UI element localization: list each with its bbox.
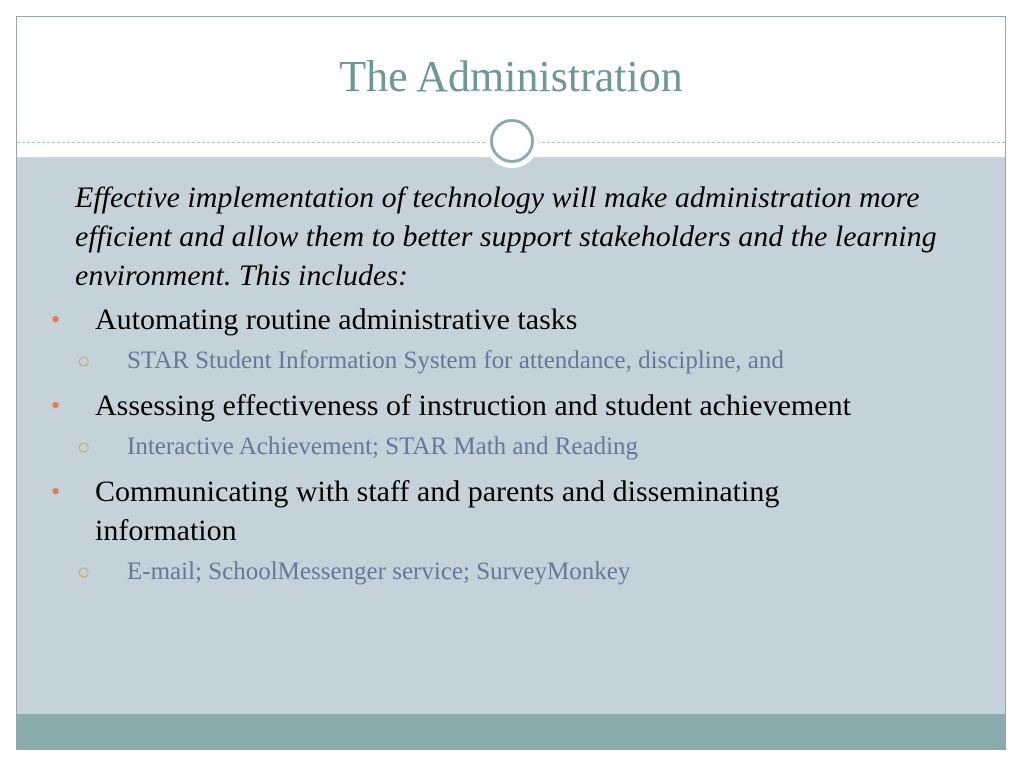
slide [16, 16, 1006, 750]
bullet-item [51, 300, 925, 339]
bullet-item [51, 472, 925, 550]
bullet-text: Automating routine administrative tasks [95, 303, 578, 336]
bullet-text: Communicating with staff and parents and disseminating information [95, 475, 780, 547]
sub-bullet-circle-icon: ○ [77, 348, 91, 373]
slide-title: The Administration [339, 52, 683, 101]
ring-ornament-icon [485, 114, 539, 168]
sub-bullet-text: STAR Student Information System for attendance, discipline, and [127, 347, 784, 374]
ring-inner [490, 119, 534, 163]
footer-band [17, 714, 1005, 749]
slide-body [17, 178, 1005, 592]
sub-bullet-circle-icon: ○ [77, 559, 91, 584]
intro-paragraph: Effective implementation of technology will make administration more efficient and allow them to better support stakeholders and the learning environment. This includes: [75, 181, 937, 292]
sub-bullet-item [77, 427, 977, 467]
bullet-dot-icon: • [51, 477, 61, 506]
bullet-dot-icon: • [51, 391, 61, 420]
sub-bullet-item [77, 552, 977, 592]
bullet-text: Assessing effectiveness of instruction and student achievement [95, 389, 851, 422]
sub-bullet-text: E-mail; SchoolMessenger service; SurveyMonkey [127, 558, 631, 585]
sub-bullet-text: Interactive Achievement; STAR Math and Reading [127, 433, 639, 460]
bullet-dot-icon: • [51, 305, 61, 334]
bullet-item [51, 386, 925, 425]
sub-bullet-circle-icon: ○ [77, 434, 91, 459]
sub-bullet-item [77, 341, 977, 381]
